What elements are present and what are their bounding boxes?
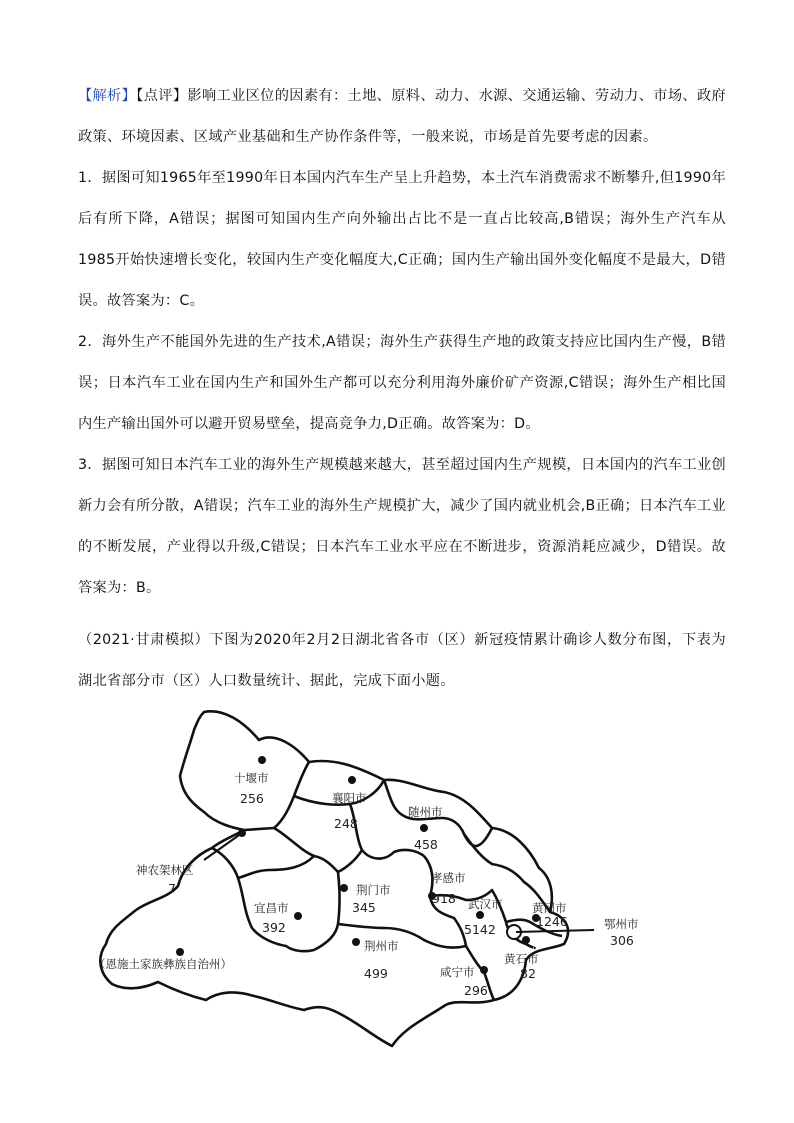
value-jingzhou: 499 — [364, 966, 388, 981]
marker-xiangyang — [348, 776, 356, 784]
value-huanggang: 1246 — [536, 914, 568, 929]
label-huanggang: 黄冈市 — [532, 901, 567, 915]
label-ezhou: 鄂州市 — [604, 917, 639, 931]
label-suizhou: 随州市 — [408, 805, 443, 819]
label-wuhan: 武汉市 — [468, 897, 503, 911]
marker-wuhan — [476, 911, 484, 919]
value-wuhan: 5142 — [464, 922, 496, 937]
marker-jingmen — [340, 884, 348, 892]
marker-jingzhou — [352, 938, 360, 946]
label-jingzhou: 荆州市 — [364, 939, 399, 953]
marker-xianning — [480, 966, 488, 974]
label-xiaogan: 孝感市 — [431, 871, 466, 885]
value-xianning: 296 — [464, 983, 488, 998]
value-shennongjia: 7 — [168, 881, 176, 896]
label-xiangyang: 襄阳市 — [332, 791, 367, 805]
marker-huangshi — [522, 936, 530, 944]
value-shiyan: 256 — [240, 791, 264, 806]
analysis-tag: 【解析】 — [78, 88, 137, 104]
value-ezhou: 306 — [610, 933, 634, 948]
answer-1: 1．据图可知1965年至1990年日本国内汽车生产呈上升趋势，本土汽车消费需求不断攀升,但1990年后有所下降，A错误；据图可知国内生产向外输出占比不是一直占比较高,B错误；海外生产汽车从1985开始快速增长变化，较国内生产变化幅度大,C正确；国内生产输出国外变化幅度不是最大，D错误。故答案为：C。 — [78, 170, 726, 309]
answer-2: 2．海外生产不能国外先进的生产技术,A错误；海外生产获得生产地的政策支持应比国内生产慢，B错误；日本汽车工业在国内生产和国外生产都可以充分利用海外廉价矿产资源,C错误；海外生产相比国内生产输出国外可以避开贸易壁垒，提高竞争力,D正确。故答案为：D。 — [78, 334, 726, 432]
analysis-paragraph — [78, 76, 726, 158]
comment-tag: 【点评】 — [136, 88, 188, 104]
marker-enshi — [176, 948, 184, 956]
value-jingmen: 345 — [352, 900, 376, 915]
value-huangshi: 82 — [520, 966, 536, 981]
hubei-map — [94, 700, 654, 1060]
value-xiangyang: 248 — [334, 816, 358, 831]
label-shiyan: 十堰市 — [234, 771, 269, 785]
label-enshi: （恩施土家族彝族自治州） — [94, 957, 232, 971]
label-shennongjia: 神农架林区 — [136, 863, 194, 877]
value-suizhou: 458 — [414, 837, 438, 852]
value-yichang: 392 — [262, 920, 286, 935]
marker-shiyan — [258, 756, 266, 764]
value-xiaogan: 918 — [432, 891, 456, 906]
label-huangshi: 黄石市 — [504, 952, 539, 966]
marker-suizhou — [420, 824, 428, 832]
question-intro: （2021·甘肃模拟）下图为2020年2月2日湖北省各市（区）新冠疫情累计确诊人数分布图，下表为湖北省部分市（区）人口数量统计、据此，完成下面小题。 — [78, 632, 726, 689]
label-jingmen: 荆门市 — [356, 883, 391, 897]
answer-3: 3．据图可知日本汽车工业的海外生产规模越来越大，甚至超过国内生产规模，日本国内的汽车工业创新力会有所分散，A错误；汽车工业的海外生产规模扩大，减少了国内就业机会,B正确；日本汽车工业的不断发展，产业得以升级,C错误；日本汽车工业水平应在不断进步，资源消耗应减少，D错误。故答案为：B。 — [78, 457, 726, 596]
analysis-text: 影响工业区位的因素有：土地、原料、动力、水源、交通运输、劳动力、市场、政府政策、环境因素、区域产业基础和生产协作条件等，一般来说，市场是首先要考虑的因素。 — [78, 88, 727, 145]
province-outline — [100, 711, 568, 1046]
label-yichang: 宜昌市 — [254, 901, 289, 915]
label-xianning: 咸宁市 — [440, 965, 475, 979]
leader-ezhou — [516, 930, 594, 932]
marker-yichang — [294, 912, 302, 920]
